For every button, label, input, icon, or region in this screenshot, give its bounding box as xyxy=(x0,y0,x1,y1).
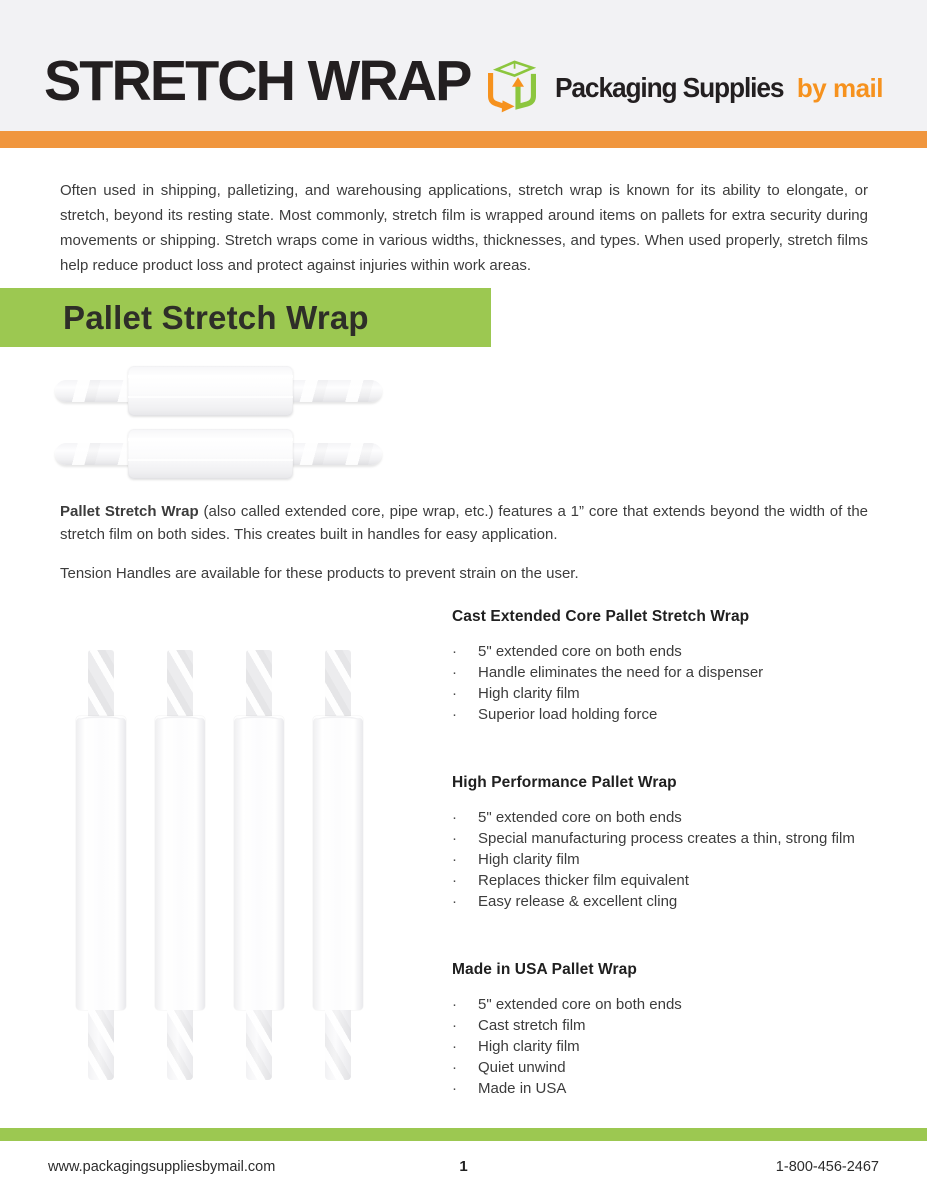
feature-text: Special manufacturing process creates a thin, strong film xyxy=(478,830,855,847)
roll-core xyxy=(167,1010,193,1080)
roll-core xyxy=(325,1010,351,1080)
page-title: STRETCH WRAP xyxy=(44,49,471,113)
feature-item xyxy=(452,1036,882,1057)
feature-item xyxy=(452,662,882,683)
brand-name: Packaging Supplies xyxy=(554,71,784,103)
feature-text: Superior load holding force xyxy=(478,706,658,723)
box-arrows-logo-icon xyxy=(476,56,548,119)
section-banner-title: Pallet Stretch Wrap xyxy=(63,298,369,336)
stretch-wrap-roll-image xyxy=(55,429,382,479)
roll-film xyxy=(76,716,126,1010)
intro-paragraph: Often used in shipping, palletizing, and warehousing applications, stretch wrap is known for its ability to elongate, or stretch, beyond its resting state. Most commonly, stretch film is wrapped around items on pallets for extra security during movements or shipping. Stretch wraps come in various widths, thicknesses, and types. When used properly, stretch films help reduce product loss and protect against injuries within work areas. xyxy=(60,182,868,274)
section-banner xyxy=(0,288,491,347)
feature-item xyxy=(452,994,882,1015)
feature-item xyxy=(452,683,882,704)
product-description-body: (also called extended core, pipe wrap, etc.) features a 1” core that extends beyond the width of the stretch film on both sides. This creates built in handles for easy application. xyxy=(60,503,869,543)
bullet-icon: · xyxy=(452,1017,457,1034)
bullet-icon: · xyxy=(452,706,457,723)
product-description-lead: Pallet Stretch Wrap xyxy=(60,503,199,520)
bullet-icon: · xyxy=(452,664,457,681)
feature-text: 5" extended core on both ends xyxy=(478,996,682,1013)
feature-item xyxy=(452,849,882,870)
roll-core xyxy=(88,1010,114,1080)
stretch-wrap-roll-image xyxy=(313,650,363,1080)
bullet-icon: · xyxy=(452,1059,457,1076)
roll-core xyxy=(325,650,351,716)
product-section xyxy=(452,961,882,1099)
pallet-wrap-rolls-vertical-image xyxy=(76,650,363,1080)
product-section-heading: Cast Extended Core Pallet Stretch Wrap xyxy=(452,608,750,625)
bullet-icon: · xyxy=(452,643,457,660)
roll-core xyxy=(246,650,272,716)
roll-core xyxy=(88,650,114,716)
roll-film xyxy=(313,716,363,1010)
pallet-wrap-rolls-horizontal-image xyxy=(55,366,382,492)
roll-film xyxy=(155,716,205,1010)
bullet-icon: · xyxy=(452,809,457,826)
product-sections xyxy=(452,608,882,1148)
feature-text: 5" extended core on both ends xyxy=(478,809,682,826)
feature-text: 5" extended core on both ends xyxy=(478,643,682,660)
feature-text: High clarity film xyxy=(478,851,580,868)
feature-text: Handle eliminates the need for a dispenser xyxy=(478,664,764,681)
roll-film xyxy=(128,366,293,416)
bullet-icon: · xyxy=(452,893,457,910)
bullet-icon: · xyxy=(452,996,457,1013)
brand-suffix: by mail xyxy=(796,72,883,103)
header-accent-bar xyxy=(0,131,927,148)
footer-phone: 1-800-456-2467 xyxy=(775,1158,879,1175)
footer-website: www.packagingsuppliesbymail.com xyxy=(48,1158,276,1175)
page-number: 1 xyxy=(459,1158,468,1175)
feature-item xyxy=(452,807,882,828)
stretch-wrap-roll-image xyxy=(155,650,205,1080)
product-section xyxy=(452,608,882,725)
bullet-icon: · xyxy=(452,830,457,847)
roll-film xyxy=(128,429,293,479)
feature-item xyxy=(452,1015,882,1036)
bullet-icon: · xyxy=(452,1080,457,1097)
bullet-icon: · xyxy=(452,685,457,702)
feature-text: Made in USA xyxy=(478,1080,567,1097)
tension-handles-note: Tension Handles are available for these products to prevent strain on the user. xyxy=(60,565,579,582)
feature-text: High clarity film xyxy=(478,1038,580,1055)
product-feature-list xyxy=(452,994,882,1099)
bullet-icon: · xyxy=(452,1038,457,1055)
product-section xyxy=(452,774,882,912)
stretch-wrap-roll-image xyxy=(76,650,126,1080)
feature-item xyxy=(452,641,882,662)
feature-item xyxy=(452,1057,882,1078)
product-feature-list xyxy=(452,641,882,725)
product-feature-list xyxy=(452,807,882,912)
feature-text: Easy release & excellent cling xyxy=(478,893,678,910)
brand-logo-text xyxy=(555,72,883,104)
bullet-icon: · xyxy=(452,872,457,889)
stretch-wrap-roll-image xyxy=(55,366,382,416)
product-description xyxy=(60,500,868,546)
product-section-heading: High Performance Pallet Wrap xyxy=(452,774,677,791)
roll-core xyxy=(167,650,193,716)
feature-text: Cast stretch film xyxy=(478,1017,586,1034)
bullet-icon: · xyxy=(452,851,457,868)
roll-core xyxy=(246,1010,272,1080)
footer-accent-bar xyxy=(0,1128,927,1141)
stretch-wrap-roll-image xyxy=(234,650,284,1080)
feature-text: High clarity film xyxy=(478,685,580,702)
feature-item xyxy=(452,704,882,725)
feature-text: Replaces thicker film equivalent xyxy=(478,872,689,889)
feature-item xyxy=(452,870,882,891)
roll-film xyxy=(234,716,284,1010)
feature-item xyxy=(452,1078,882,1099)
brand-logo xyxy=(476,56,883,119)
feature-item xyxy=(452,828,882,849)
product-section-heading: Made in USA Pallet Wrap xyxy=(452,961,637,978)
header xyxy=(0,0,927,131)
feature-text: Quiet unwind xyxy=(478,1059,566,1076)
feature-item xyxy=(452,891,882,912)
footer xyxy=(48,1158,879,1175)
